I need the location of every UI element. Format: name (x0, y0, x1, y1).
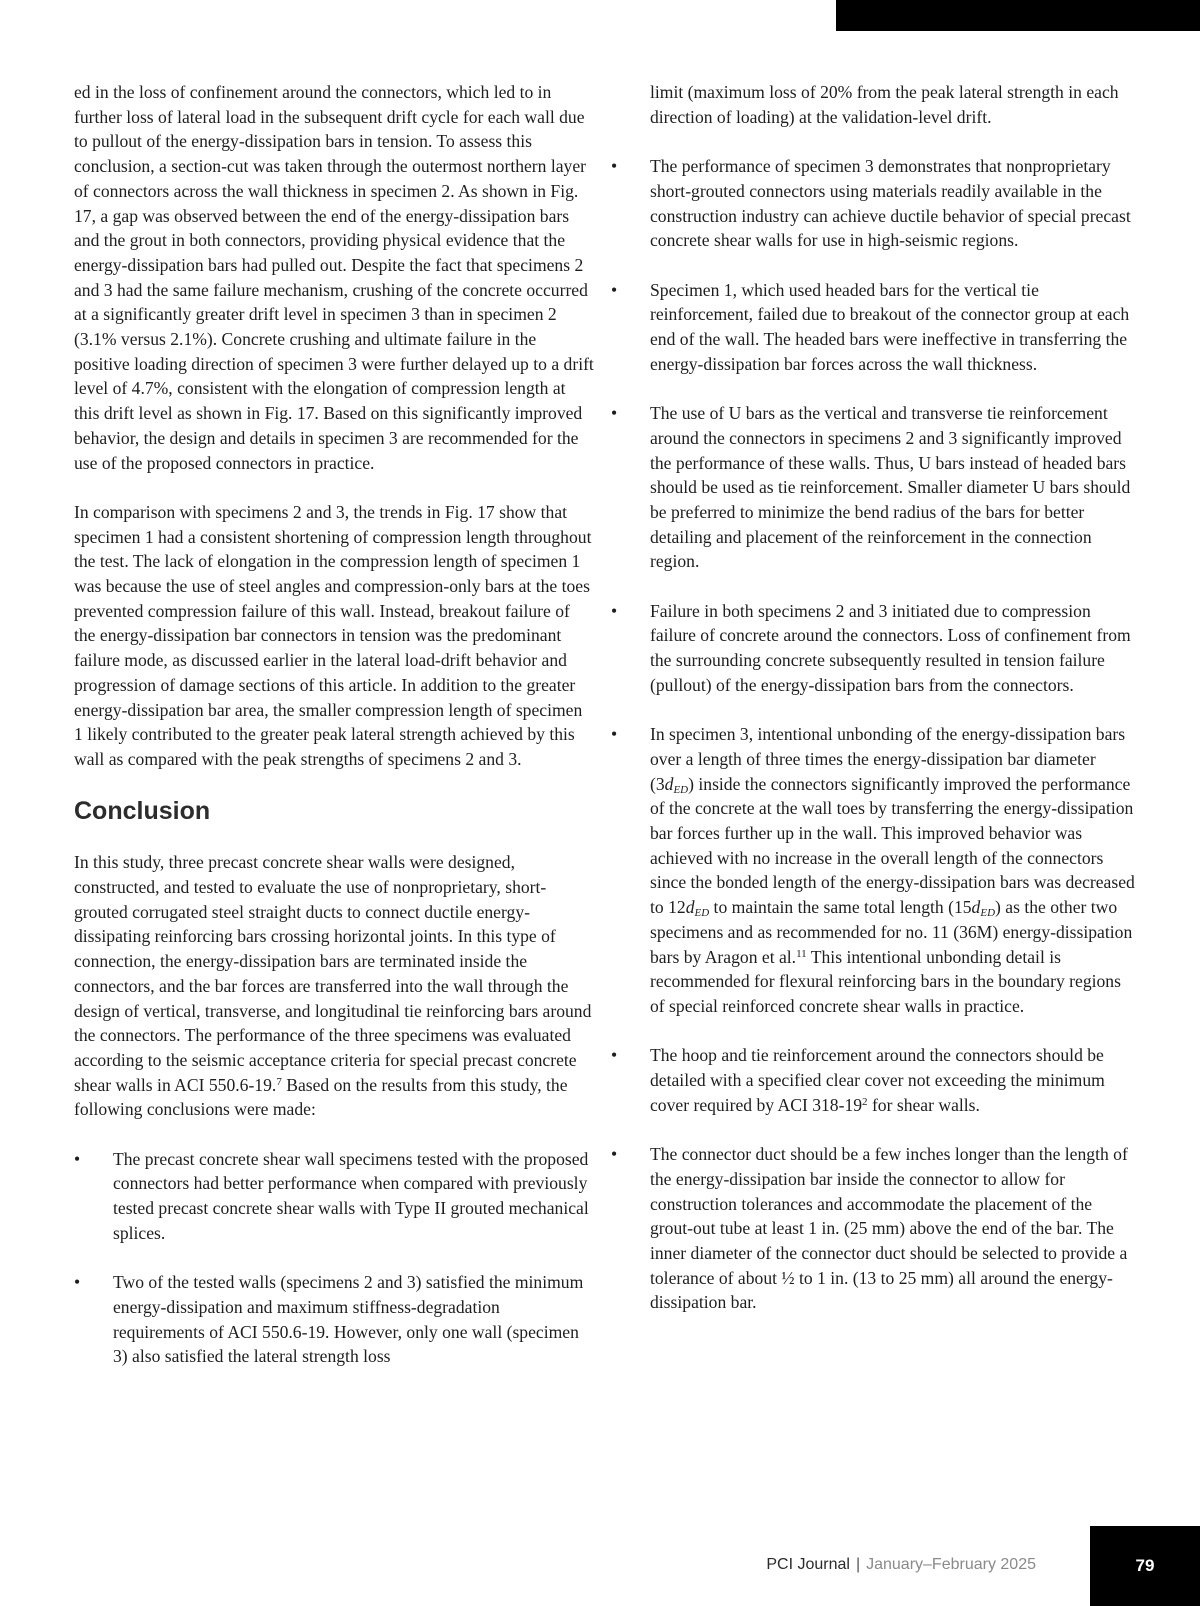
bullet-icon: • (611, 156, 618, 177)
right-column (611, 80, 1136, 1340)
bullet-icon: • (74, 1148, 81, 1169)
paragraph: ed in the loss of confinement around the connectors, which led to in further loss of lateral load in the subsequent drift cycle for each wall due to pullout of the energy-dissipation bars in tension. To assess this conclusion, a section-cut was taken through the outermost northern layer of connectors across the wall thickness in specimen 2. As shown in Fig. 17, a gap was observed between the end of the energy-dissipation bars and the grout in both connectors, providing physical evidence that the energy-dissipation bars had pulled out. Despite the fact that specimens 2 and 3 had the same failure mechanism, crushing of the concrete occurred at a significantly greater drift level in specimen 3 than in specimen 2 (3.1% versus 2.1%). Concrete crushing and ultimate failure in the positive loading direction of specimen 3 were further delayed up to a drift level of 4.7%, consistent with the elongation of compression length at this drift level as shown in Fig. 17. Based on this significantly improved behavior, the design and details in specimen 3 are recommended for the use of the proposed connectors in practice. (74, 82, 594, 473)
bullet-icon: • (611, 1144, 618, 1165)
issue-date: January–February 2025 (866, 1556, 1036, 1573)
footer (766, 1556, 1036, 1574)
paragraph: In comparison with specimens 2 and 3, the trends in Fig. 17 show that specimen 1 had a consistent shortening of compression length throughout the test. The lack of elongation in the compression length of specimen 1 was because the use of steel angles and compression-only bars at the toes prevented compression failure of this wall. Instead, breakout failure of the energy-dissipation bar connectors in tension was the predominant failure mode, as discussed earlier in the lateral load-drift behavior and progression of damage sections of this article. In addition to the greater energy-dissipation bar area, the smaller compression length of specimen 1 likely contributed to the greater peak lateral strength achieved by this wall as compared with the peak strengths of specimens 2 and 3. (74, 501, 592, 769)
list-item: • The performance of specimen 3 demonstrates that nonproprietary short-grouted connectors using materials readily available in the construction industry can achieve ductile behavior of special precast concrete shear walls for use in high-seismic regions. (611, 156, 1131, 251)
section-heading-conclusion: Conclusion (74, 797, 211, 826)
bullet-icon: • (611, 279, 618, 300)
bullet-icon: • (74, 1272, 81, 1293)
citation-ref: 7 (276, 1075, 282, 1088)
list-item: • The hoop and tie reinforcement around the connectors should be detailed with a specified clear cover not exceeding the minimum cover required by ACI 318-19$^2$ for shear walls. (611, 1045, 1105, 1115)
list-item-continued: limit (maximum loss of 20% from the peak lateral strength in each direction of loading) at the validation-level drift. (650, 82, 1119, 127)
left-column (74, 80, 594, 1394)
bullet-icon: • (611, 1045, 618, 1066)
list-item: • Failure in both specimens 2 and 3 initiated due to compression failure of concrete around the connectors. Loss of confinement from the surrounding concrete subsequently resulted in tension failure (pullout) of the energy-dissipation bars from the connectors. (611, 600, 1131, 695)
footer-separator: | (855, 1556, 861, 1573)
list-item: • The connector duct should be a few inches longer than the length of the energy-dissipation bar inside the connector to allow for construction tolerances and accommodate the placement of the grout-out tube at least 1 in. (25 mm) above the end of the bar. The inner diameter of the connector duct should be selected to provide a tolerance of about ½ to 1 in. (13 to 25 mm) all around the energy-dissipation bar. (611, 1144, 1128, 1313)
list-item: • In specimen 3, intentional unbonding of the energy-dissipation bars over a length of three times the energy-dissipation bar diameter $(3d_{ED})$ inside the connectors significantly improved the performance of the concrete at the wall toes by transferring the energy-dissipation bar forces further up in the wall. This improved behavior was achieved with no increase in the overall length of the connectors since the bonded length of the energy-dissipation bars was decreased to $12d_{ED}$ to maintain the same total length $(15d_{ED})$ as the other two specimens and as recommended for no. 11 (36M) energy-dissipation bars by Aragon et al.$^{11}$ This intentional unbonding detail is recommended for flexural reinforcing bars in the boundary regions of special reinforced concrete shear walls in practice. (611, 724, 1135, 1016)
paragraph: In this study, three precast concrete shear walls were designed, constructed, and tested to evaluate the use of nonproprietary, short-grouted corrugated steel straight ducts to connect ductile energy-dissipating reinforcing bars crossing horizontal joints. In this type of connection, the energy-dissipation bars are terminated inside the connectors, and the bar forces are transferred into the wall through the design of vertical, transverse, and longitudinal tie reinforcing bars around the connectors. The performance of the three specimens was evaluated according to the seismic acceptance criteria for special precast concrete shear walls in ACI 550.6-19.$^7$ Based on the results from this study, the following conclusions were made: (74, 852, 592, 1120)
page-number: 79 (1090, 1526, 1200, 1606)
list-item: • Specimen 1, which used headed bars for the vertical tie reinforcement, failed due to breakout of the connector group at each end of the wall. The headed bars were ineffective in transferring the energy-dissipation bar forces across the wall thickness. (611, 279, 1130, 374)
header-bar (836, 0, 1200, 31)
bullet-icon: • (611, 724, 618, 745)
journal-name: PCI Journal (766, 1556, 850, 1573)
list-item: • The use of U bars as the vertical and transverse tie reinforcement around the connectors in specimens 2 and 3 significantly improved the performance of these walls. Thus, U bars instead of headed bars should be used as tie reinforcement. Smaller diameter U bars should be preferred to minimize the bend radius of the bars for better detailing and placement of the reinforcement in the connection region. (611, 403, 1131, 572)
bullet-icon: • (611, 403, 618, 424)
citation-ref: 2 (862, 1095, 868, 1108)
list-item: • The precast concrete shear wall specimens tested with the proposed connectors had better performance when compared with previously tested precast concrete shear walls with Type II grouted mechanical splices. (74, 1148, 589, 1243)
citation-ref: 11 (796, 947, 807, 960)
bullet-icon: • (611, 600, 618, 621)
list-item: • Two of the tested walls (specimens 2 and 3) satisfied the minimum energy-dissipation and maximum stiffness-degradation requirements of ACI 550.6-19. However, only one wall (specimen 3) also satisfied the lateral strength loss (74, 1272, 584, 1367)
